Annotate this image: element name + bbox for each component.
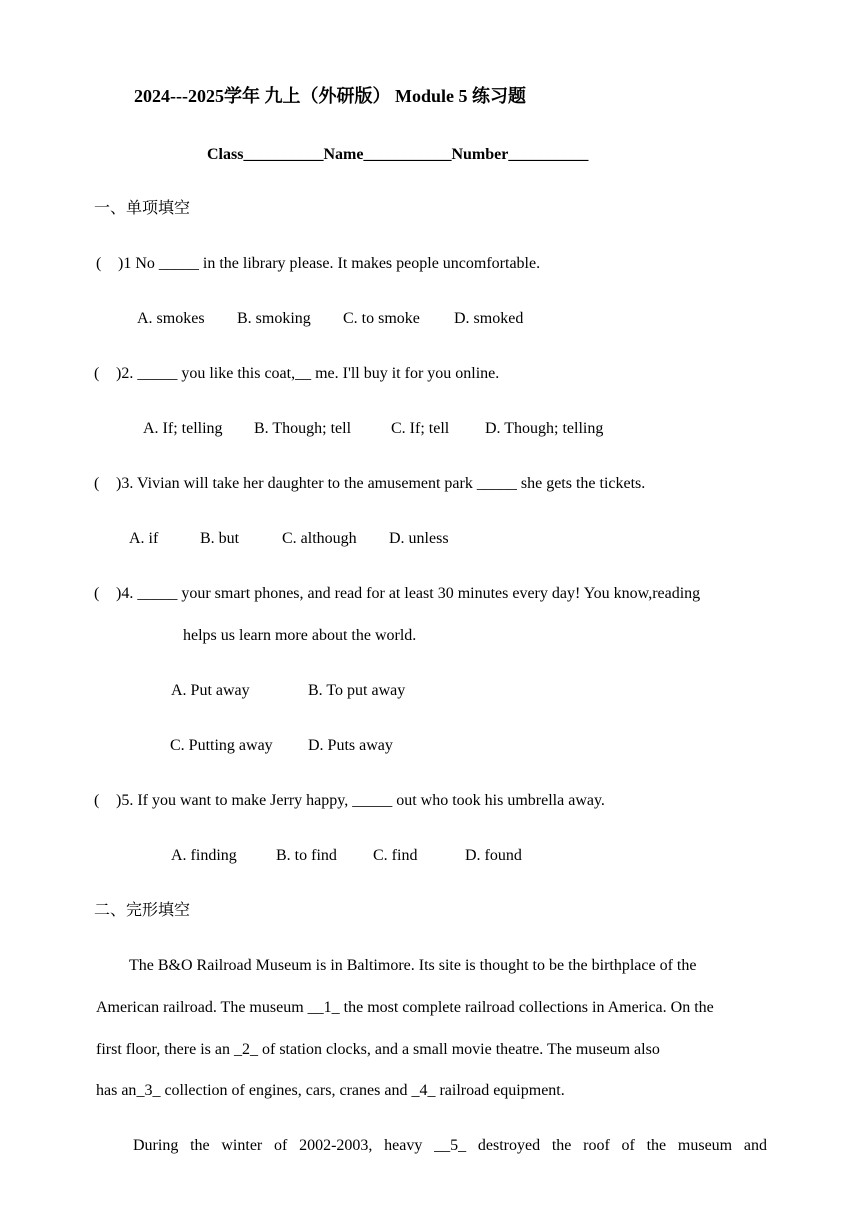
question-2: [94, 364, 499, 384]
word: roof: [583, 1137, 610, 1154]
question-stem: )4. _____ your smart phones, and read for at least 30 minutes every day! You know,reading: [116, 585, 701, 602]
question-5: [94, 791, 605, 811]
option-a: A. if: [129, 530, 159, 547]
page-title: 2024---2025学年 九上（外研版） Module 5 练习题: [134, 86, 526, 106]
option-c: C. although: [282, 530, 357, 547]
word: of: [621, 1137, 635, 1154]
word: winter: [221, 1137, 263, 1154]
option-a: A. Put away: [171, 682, 250, 699]
option-b: B. Though; tell: [254, 420, 352, 437]
option-b: B. smoking: [237, 310, 311, 327]
question-1-options: [137, 309, 523, 329]
cloze-paragraph-1-line-3: [96, 1040, 660, 1060]
option-d: D. unless: [389, 530, 449, 547]
word: of: [274, 1137, 288, 1154]
question-stem: )1 No _____ in the library please. It makes people uncomfortable.: [118, 255, 541, 272]
question-4-options-row-2: [170, 736, 393, 756]
blank-3: _3_: [136, 1082, 161, 1099]
option-c: C. Putting away: [170, 737, 273, 754]
option-a: A. If; telling: [143, 420, 223, 437]
option-c: C. to smoke: [343, 310, 420, 327]
question-4: [94, 584, 700, 604]
text: railroad equipment.: [435, 1082, 565, 1099]
answer-paren: (: [94, 792, 100, 809]
question-3: [94, 474, 645, 494]
option-b: B. To put away: [308, 682, 406, 699]
word: destroyed: [477, 1137, 541, 1154]
text: of station clocks, and a small movie theatre. The museum also: [257, 1041, 660, 1058]
word: 2002-2003,: [299, 1137, 373, 1154]
answer-paren: (: [96, 255, 102, 272]
cloze-paragraph-1-line-2: [96, 998, 714, 1018]
blank-5: __5_: [434, 1137, 467, 1154]
section-heading-cloze: 二、完形填空: [94, 900, 191, 919]
cloze-paragraph-1-line-4: [96, 1081, 565, 1101]
student-info-line: Class__________Name___________Number__________: [207, 146, 589, 163]
option-d: D. Though; telling: [485, 420, 604, 437]
question-5-options: [171, 846, 522, 866]
option-a: A. smokes: [137, 310, 205, 327]
question-1: [96, 254, 540, 274]
text: has an: [96, 1082, 137, 1099]
question-2-options: [143, 419, 603, 439]
question-4-options-row-1: [171, 681, 405, 701]
text: the most complete railroad collections in America. On the: [339, 999, 714, 1016]
word: the: [646, 1137, 667, 1154]
option-c: C. If; tell: [391, 420, 450, 437]
cloze-paragraph-2-line-1: [133, 1136, 767, 1156]
word: the: [551, 1137, 572, 1154]
word: During: [133, 1137, 179, 1154]
option-d: D. found: [465, 847, 522, 864]
question-stem: )3. Vivian will take her daughter to the amusement park _____ she gets the tickets.: [116, 475, 646, 492]
question-stem: )5. If you want to make Jerry happy, _____ out who took his umbrella away.: [116, 792, 605, 809]
word: the: [190, 1137, 210, 1154]
blank-4: _4_: [411, 1082, 436, 1099]
blank-1: __1_: [307, 999, 340, 1016]
question-4-stem-continued: helps us learn more about the world.: [183, 627, 417, 644]
question-stem: )2. _____ you like this coat,__ me. I'll buy it for you online.: [116, 365, 500, 382]
cloze-paragraph-1-line-1: The B&O Railroad Museum is in Baltimore. Its site is thought to be the birthplace of the: [129, 957, 697, 974]
word: heavy: [384, 1137, 423, 1154]
section-heading-single-choice: 一、单项填空: [94, 198, 191, 217]
answer-paren: (: [94, 475, 100, 492]
option-c: C. find: [373, 847, 418, 864]
text: collection of engines, cars, cranes and: [160, 1082, 412, 1099]
text: American railroad. The museum: [96, 999, 308, 1016]
option-d: D. Puts away: [308, 737, 393, 754]
text: first floor, there is an: [96, 1041, 234, 1058]
answer-paren: (: [94, 365, 100, 382]
option-a: A. finding: [171, 847, 237, 864]
blank-2: _2_: [233, 1041, 258, 1058]
option-b: B. to find: [276, 847, 337, 864]
question-3-options: [129, 529, 449, 549]
option-d: D. smoked: [454, 310, 524, 327]
word: and: [743, 1137, 767, 1154]
option-b: B. but: [200, 530, 240, 547]
word: museum: [677, 1137, 733, 1154]
answer-paren: (: [94, 585, 100, 602]
